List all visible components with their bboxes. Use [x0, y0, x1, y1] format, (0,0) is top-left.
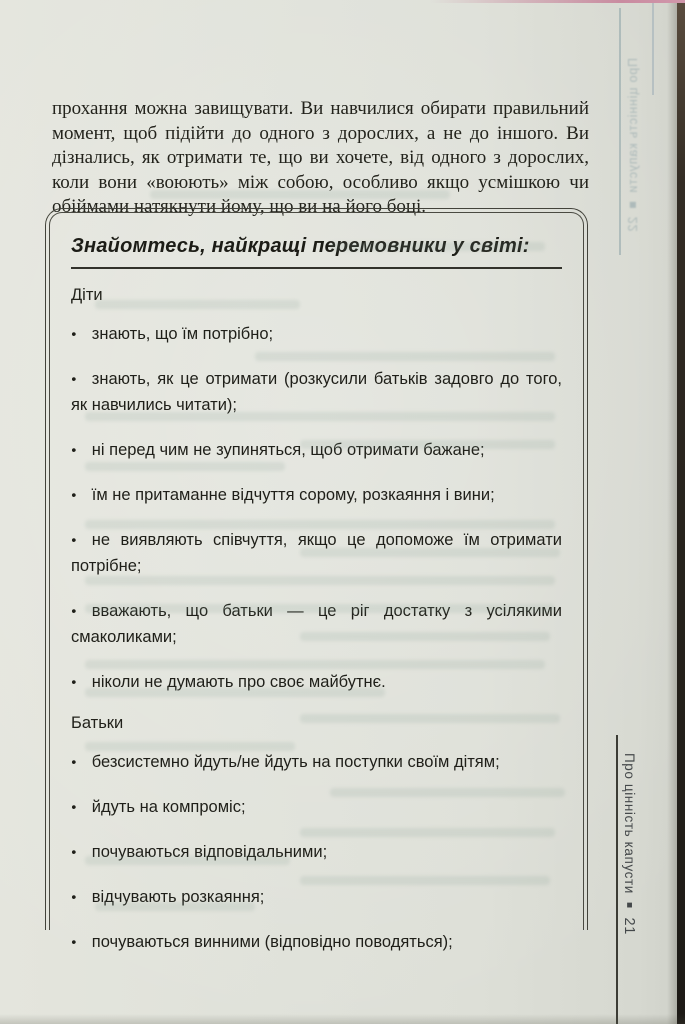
- bullet-text: йдуть на компроміс;: [91, 798, 246, 816]
- bleedthrough-smudge: [300, 876, 550, 885]
- bullet-text: ніколи не думають про своє майбутнє.: [91, 673, 386, 691]
- bleedthrough-smudge: [85, 660, 545, 669]
- bullet-icon: •: [71, 487, 77, 503]
- bleedthrough-smudge: [255, 352, 555, 361]
- bullet-item: [71, 929, 562, 955]
- bullet-icon: •: [71, 754, 77, 770]
- bleedthrough-text: Про цінність капусти ■ 22: [626, 58, 640, 233]
- bleedthrough-smudge: [330, 788, 565, 797]
- page-edge-shadow: [677, 0, 685, 1024]
- bullet-text: не виявляють співчуття, якщо це допоможе їм отримати потрібне;: [71, 531, 562, 575]
- panel-sections: [71, 286, 562, 955]
- bullet-text: безсистемно йдуть/не йдуть на поступки своїм дітям;: [91, 753, 500, 771]
- bullet-icon: •: [71, 603, 77, 619]
- bullet-item: [71, 482, 562, 508]
- bullet-text: їм не притаманне відчуття сорому, розкаяння і вини;: [91, 486, 495, 504]
- bleedthrough-smudge: [300, 440, 555, 449]
- intro-paragraph: прохання можна завищувати. Ви навчилися обирати правильний момент, щоб підійти до одного з дорослих, а не до іншого. Ви дізнались, як отримати те, що ви хочете, від одного з дорослих, коли вони «воюють» між собою, особливо якщо усмішкою чи обіймами натякнути йому, що ви на його боці.: [52, 98, 589, 217]
- section-heading: Діти: [71, 286, 103, 304]
- panel-title: Знайомтесь, найкращі перемовники у світі:: [71, 235, 530, 257]
- scan-artifact-top: [430, 0, 685, 3]
- bullet-text: вважають, що батьки — це ріг достатку з усілякими смаколиками;: [71, 602, 562, 646]
- bullet-item: [71, 366, 562, 418]
- margin-chapter-label: Про цінність капусти: [622, 753, 637, 894]
- page-bottom-shade: [0, 1014, 685, 1024]
- margin-rule: [616, 735, 618, 1024]
- bleedthrough-smudge: [85, 604, 555, 613]
- section-heading: Батьки: [71, 714, 124, 732]
- bullet-icon: •: [71, 844, 77, 860]
- bleedthrough-smudge: [95, 300, 300, 309]
- bleedthrough-smudge: [300, 828, 555, 837]
- bleedthrough-smudge: [85, 688, 385, 697]
- bleedthrough-smudge: [150, 190, 450, 199]
- bullet-icon: •: [71, 442, 77, 458]
- bleedthrough-smudge: [330, 242, 545, 251]
- bleedthrough-smudge: [85, 576, 555, 585]
- bleedthrough-smudge: [300, 632, 550, 641]
- negotiators-panel: [45, 208, 588, 951]
- bleedthrough-rule: [619, 8, 621, 255]
- bullet-icon: •: [71, 934, 77, 950]
- bleedthrough-smudge: [85, 520, 555, 529]
- square-separator-icon: ■: [624, 899, 635, 912]
- bullet-icon: •: [71, 889, 77, 905]
- bullet-text: почуваються відповідальними;: [91, 843, 328, 861]
- page-edge-soft-shadow: [667, 0, 677, 1024]
- bullet-text: відчувають розкаяння;: [91, 888, 265, 906]
- bullet-icon: •: [71, 371, 77, 387]
- bleedthrough-smudge: [300, 548, 560, 557]
- bullet-item: [71, 749, 562, 775]
- bullet-item: [71, 794, 562, 820]
- negotiators-panel-inner: [49, 212, 584, 951]
- running-footer: [621, 753, 637, 983]
- bullet-icon: •: [71, 674, 77, 690]
- bleedthrough-smudge: [85, 412, 555, 421]
- bullet-icon: •: [71, 326, 77, 342]
- bullet-item: [71, 321, 562, 347]
- bleedthrough-smudge: [85, 462, 285, 471]
- bleedthrough-rule-2: [652, 0, 654, 95]
- bullet-text: знають, як це отримати (розкусили батьків задовго до того, як навчились читати);: [71, 370, 562, 414]
- bullet-text: почуваються винними (відповідно поводяться);: [91, 933, 453, 951]
- bullet-text: ні перед чим не зупиняться, щоб отримати бажане;: [91, 441, 485, 459]
- bullet-icon: •: [71, 532, 77, 548]
- bullet-text: знають, що їм потрібно;: [91, 325, 274, 343]
- bleedthrough-smudge: [85, 856, 290, 865]
- title-rule: [71, 267, 562, 269]
- margin-page-number: 21: [621, 917, 637, 935]
- bleedthrough-smudge: [95, 902, 255, 911]
- bleedthrough-smudge: [300, 714, 560, 723]
- bleedthrough-smudge: [85, 742, 295, 751]
- bullet-icon: •: [71, 799, 77, 815]
